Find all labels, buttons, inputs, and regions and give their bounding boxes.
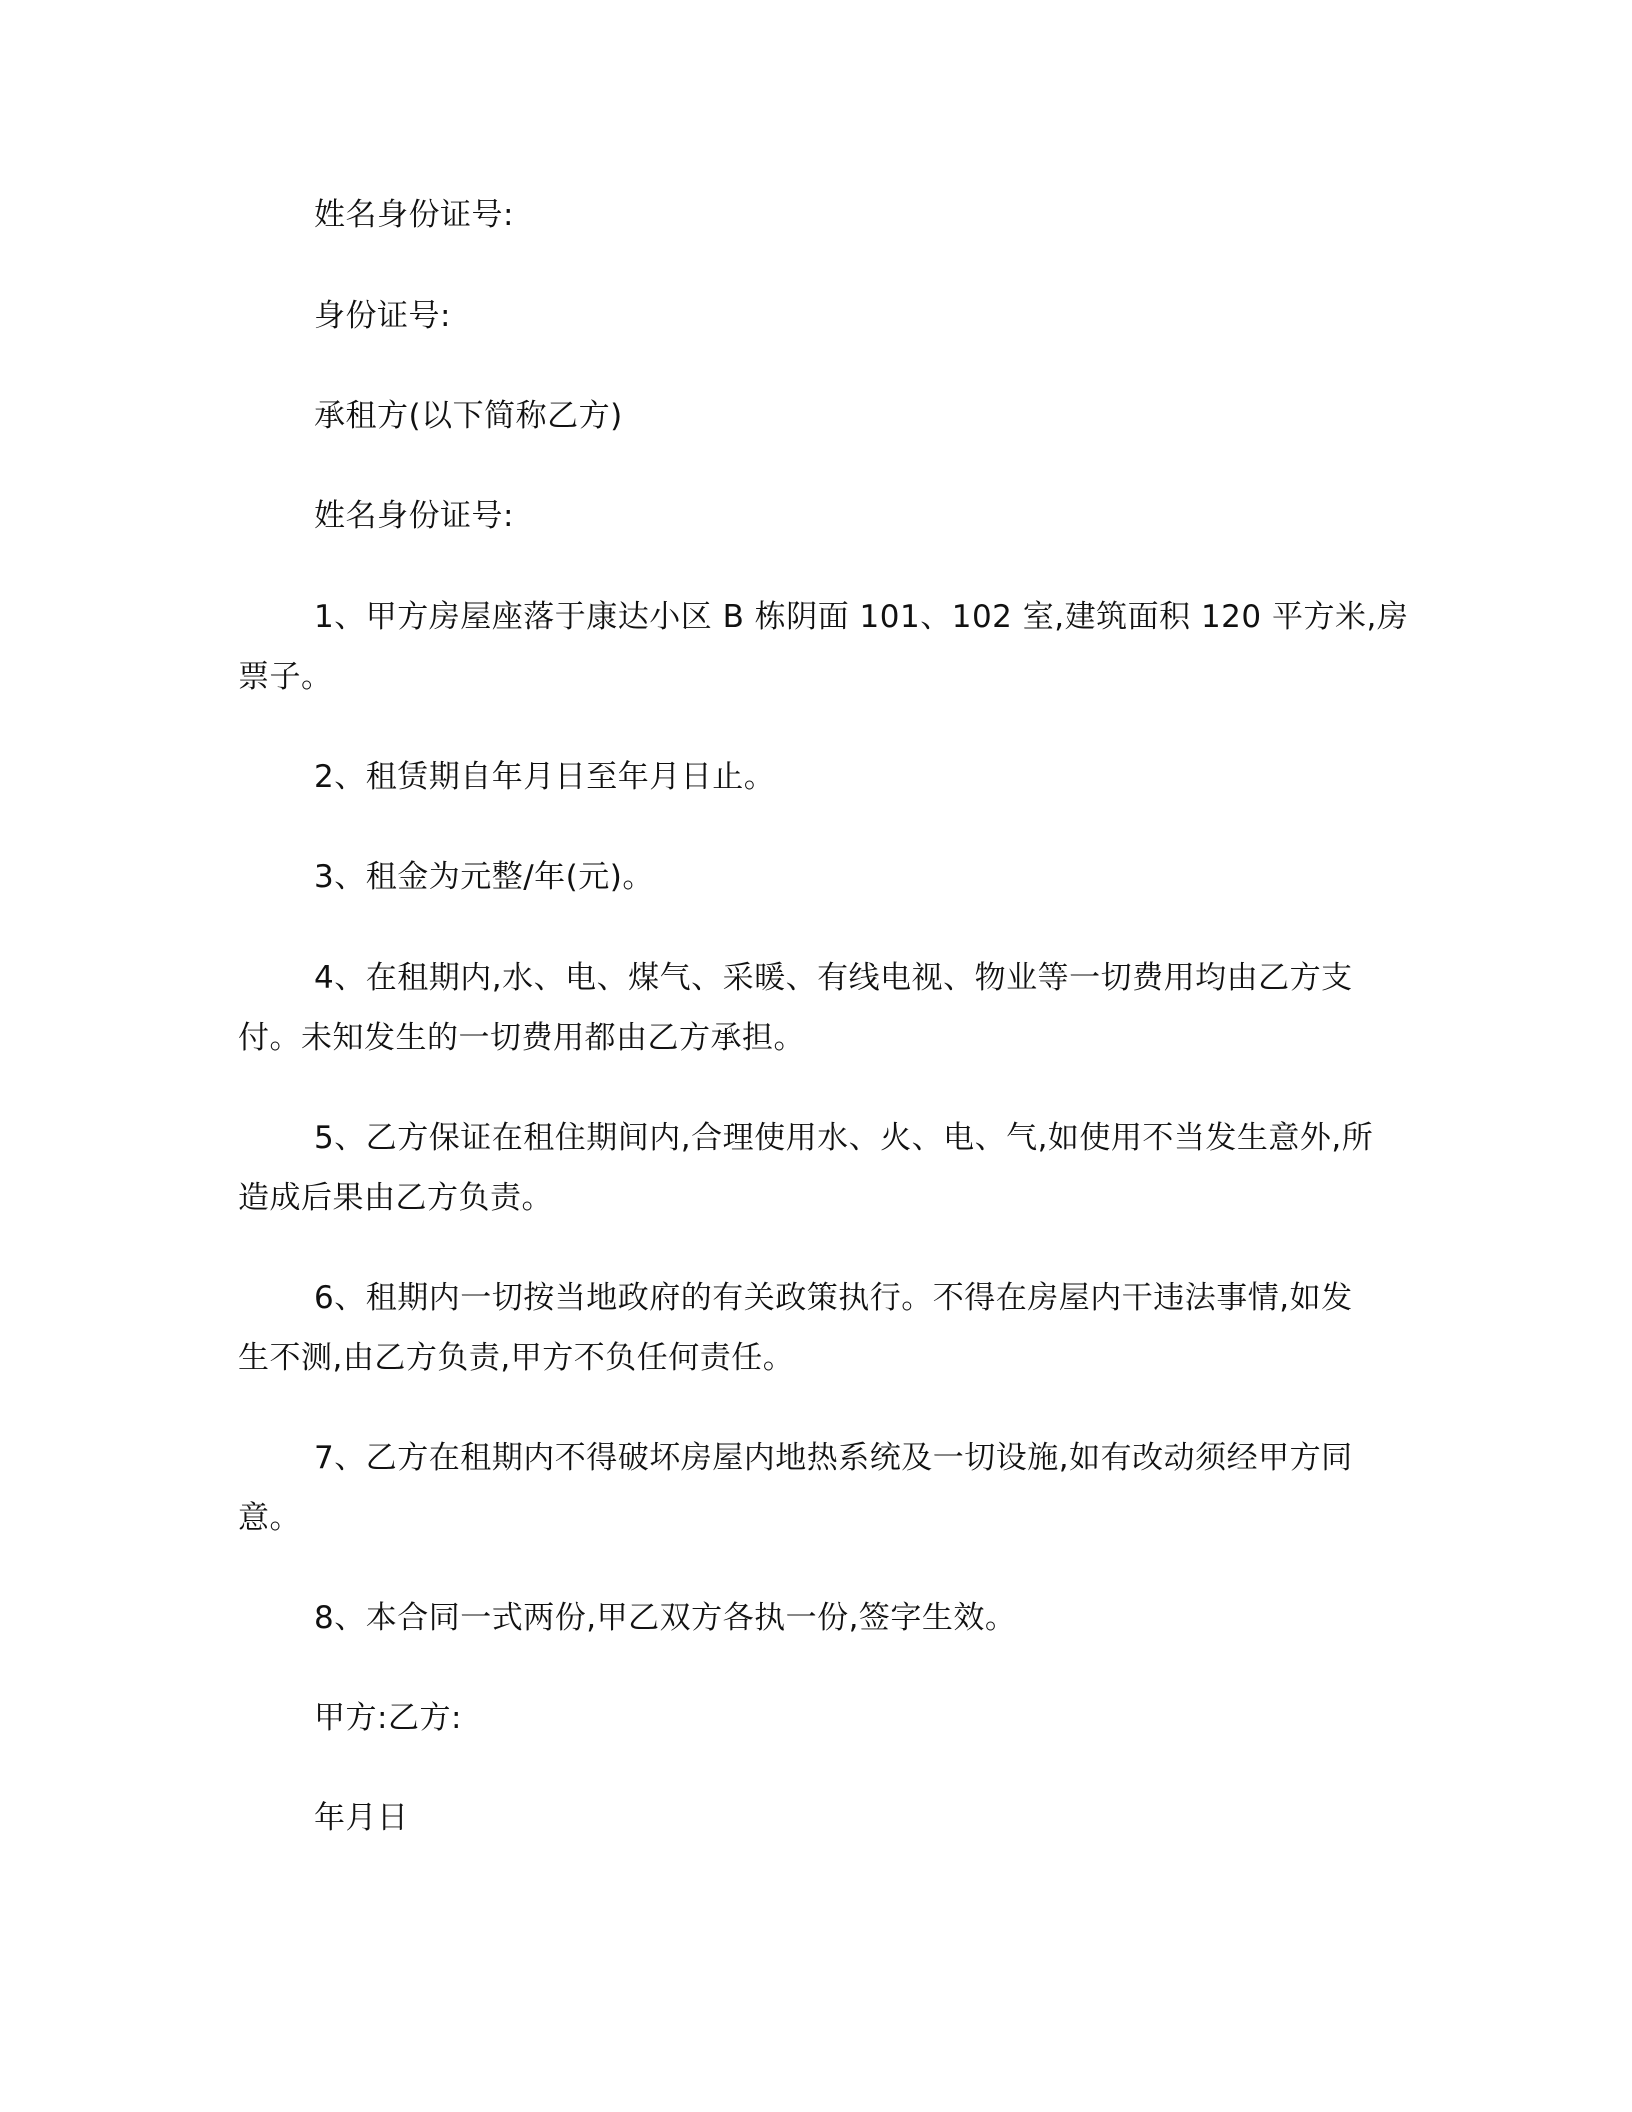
signature-parties: 甲方:乙方:	[314, 1700, 462, 1736]
clause-1-line-2: 票子。	[238, 659, 333, 695]
clause-4-line-1: 4、在租期内,水、电、煤气、采暖、有线电视、物业等一切费用均由乙方支	[314, 960, 1353, 996]
clause-6-line-2: 生不测,由乙方负责,甲方不负任何责任。	[238, 1340, 795, 1376]
clause-7-line-2: 意。	[238, 1500, 301, 1536]
lessee-heading: 承租方(以下简称乙方)	[314, 398, 623, 434]
clause-6-line-1: 6、租期内一切按当地政府的有关政策执行。不得在房屋内干违法事情,如发	[314, 1280, 1353, 1316]
id-number-label: 身份证号:	[314, 298, 451, 334]
tenant-name-id-label-2: 姓名身份证号:	[314, 498, 514, 534]
clause-3: 3、租金为元整/年(元)。	[314, 859, 654, 895]
clause-8: 8、本合同一式两份,甲乙双方各执一份,签字生效。	[314, 1600, 1017, 1636]
clause-7-line-1: 7、乙方在租期内不得破坏房屋内地热系统及一切设施,如有改动须经甲方同	[314, 1440, 1353, 1476]
tenant-name-id-label-1: 姓名身份证号:	[314, 197, 514, 233]
clause-5-line-1: 5、乙方保证在租住期间内,合理使用水、火、电、气,如使用不当发生意外,所	[314, 1120, 1374, 1156]
signature-date: 年月日	[314, 1800, 409, 1836]
clause-4-line-2: 付。未知发生的一切费用都由乙方承担。	[238, 1020, 805, 1056]
clause-1-line-1: 1、甲方房屋座落于康达小区 B 栋阴面 101、102 室,建筑面积 120 平方米,房	[314, 599, 1409, 635]
clause-2: 2、租赁期自年月日至年月日止。	[314, 759, 776, 795]
clause-5-line-2: 造成后果由乙方负责。	[238, 1180, 553, 1216]
